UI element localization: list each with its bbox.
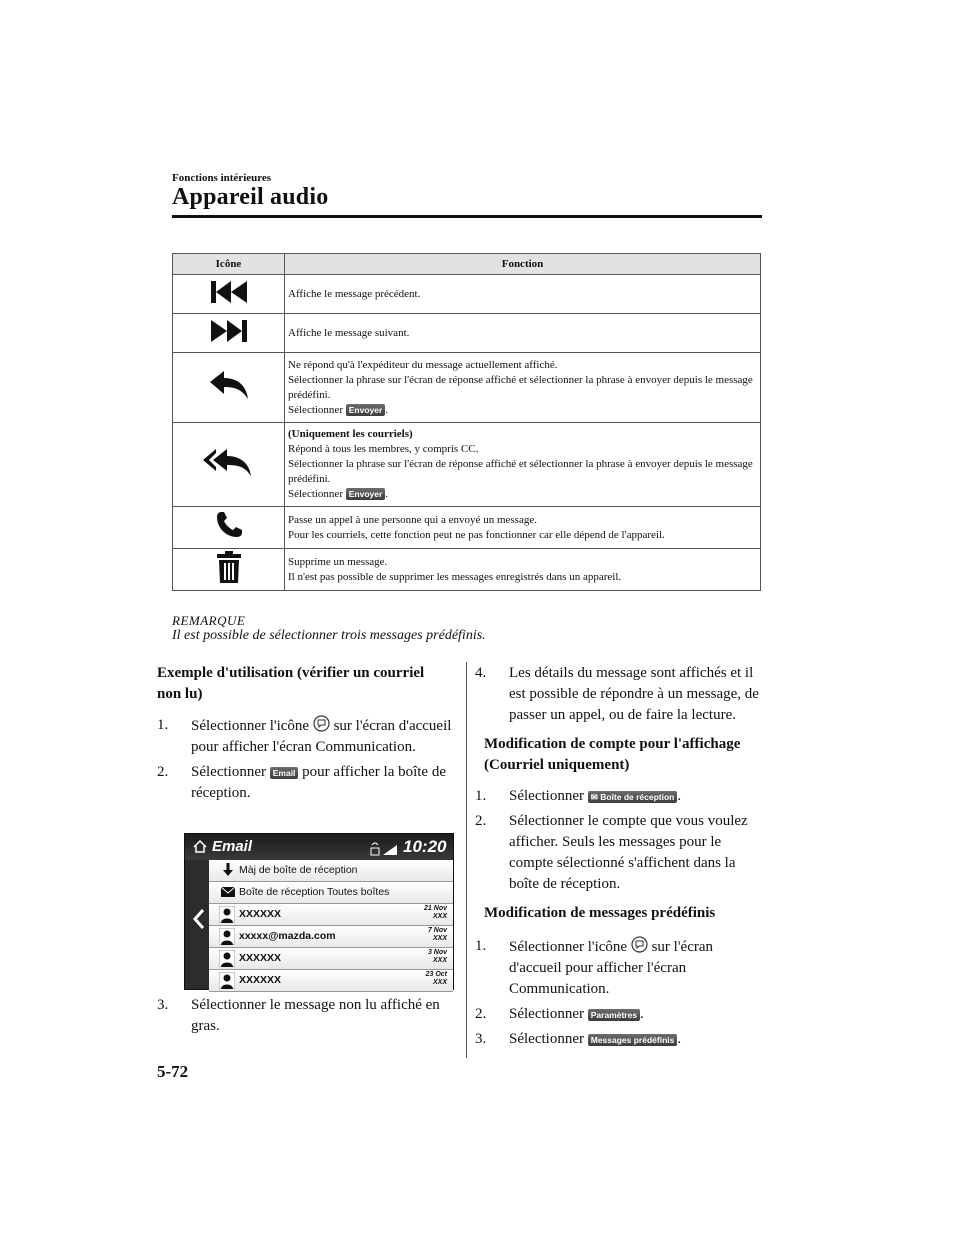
home-icon bbox=[193, 840, 207, 853]
left-column-continued bbox=[157, 995, 457, 1041]
contact-icon bbox=[219, 950, 235, 967]
back-arrow-icon bbox=[193, 908, 205, 930]
send-button-image: Envoyer bbox=[346, 404, 386, 416]
message-row: XXXXXX 3 Nov XXX bbox=[209, 948, 453, 970]
phone-icon bbox=[173, 507, 285, 549]
right-column bbox=[475, 663, 767, 1054]
row-description: Supprime un message. Il n'est pas possible de supprimer les messages enregistrés dans un appareil. bbox=[285, 549, 761, 591]
email-button-image: Email bbox=[270, 767, 299, 779]
list-item: 3. Sélectionner le message non lu affiché en gras. bbox=[157, 997, 440, 1034]
table-row bbox=[173, 353, 761, 423]
table-header-row bbox=[173, 254, 761, 275]
account-heading: Modification de compte pour l'affichage (Courriel uniquement) bbox=[484, 736, 741, 773]
list-item: 1. Sélectionner l'icône sur l'écran d'accueil pour afficher l'écran Communication. bbox=[157, 717, 452, 755]
section-label: Fonctions intérieures bbox=[172, 172, 272, 184]
trash-icon bbox=[173, 549, 285, 591]
reply-all-icon bbox=[173, 423, 285, 507]
message-row: XXXXXX 21 Nov XXX bbox=[209, 904, 453, 926]
row-description: Passe un appel à une personne qui a envoyé un message. Pour les courriels, cette fonction peut ne pas fonctionner car elle dépend de l'appareil. bbox=[285, 507, 761, 549]
function-table bbox=[172, 253, 761, 591]
message-row: xxxxx@mazda.com 7 Nov XXX bbox=[209, 926, 453, 948]
list-item: 1. Sélectionner ✉ Boîte de réception . bbox=[475, 788, 682, 804]
next-icon bbox=[173, 314, 285, 353]
settings-button-image: Paramètres bbox=[588, 1009, 640, 1021]
inbox-button-image: ✉ Boîte de réception bbox=[588, 791, 678, 803]
list-item: 2. Sélectionner Paramètres . bbox=[475, 1006, 644, 1022]
table-row bbox=[173, 507, 761, 549]
contact-icon bbox=[219, 928, 235, 945]
envelope-icon bbox=[221, 887, 235, 897]
column-divider bbox=[466, 662, 467, 1058]
list-item: 3. Sélectionner Messages prédéfinis . bbox=[475, 1031, 682, 1047]
page-number: 5-72 bbox=[157, 1062, 189, 1081]
communication-icon bbox=[631, 936, 648, 953]
update-inbox-row: Màj de boîte de réception bbox=[209, 860, 453, 882]
email-screen-image bbox=[184, 833, 454, 990]
header-icon: Icône bbox=[173, 254, 285, 275]
note-heading: REMARQUE bbox=[172, 613, 246, 628]
title-rule bbox=[172, 215, 762, 218]
left-column bbox=[157, 663, 457, 808]
previous-icon bbox=[173, 275, 285, 314]
preset-messages-button-image: Messages prédéfinis bbox=[588, 1034, 678, 1046]
signal-icon bbox=[369, 840, 399, 856]
note-text: Il est possible de sélectionner trois messages prédéfinis. bbox=[172, 628, 486, 643]
list-item: 1. Sélectionner l'icône sur l'écran d'accueil pour afficher l'écran Communication. bbox=[475, 938, 713, 997]
inbox-row: Boîte de réception Toutes boîtes bbox=[209, 882, 453, 904]
table-row bbox=[173, 549, 761, 591]
screen-topbar bbox=[185, 834, 453, 860]
row-description: Ne répond qu'à l'expéditeur du message actuellement affiché. Sélectionner la phrase sur l'écran de réponse affiché et sélectionner la phrase à envoyer depuis le message prédéfini. Sélectionner Envoyer . bbox=[285, 353, 761, 423]
contact-icon bbox=[219, 906, 235, 923]
table-row bbox=[173, 423, 761, 507]
page-title: Appareil audio bbox=[172, 184, 329, 210]
row-description: (Uniquement les courriels) Répond à tous les membres, y compris CC. Sélectionner la phrase sur l'écran de réponse affiché et sélectionner la phrase à envoyer depuis le message prédéfini. Sélectionner Envoyer . bbox=[285, 423, 761, 507]
list-item: 2. Sélectionner le compte que vous voulez afficher. Seuls les messages pour le compte sélectionné s'affichent dans la boîte de réception. bbox=[475, 813, 748, 892]
message-row: XXXXXX 23 Oct XXX bbox=[209, 970, 453, 992]
list-item: 4. Les détails du message sont affichés et il est possible de répondre à un message, de passer un appel, ou de faire la lecture. bbox=[475, 665, 759, 723]
preset-heading: Modification de messages prédéfinis bbox=[484, 905, 716, 921]
download-icon bbox=[223, 863, 233, 877]
contact-icon bbox=[219, 972, 235, 989]
table-row bbox=[173, 314, 761, 353]
send-button-image: Envoyer bbox=[346, 488, 386, 500]
communication-icon bbox=[313, 715, 330, 732]
usage-steps bbox=[157, 715, 457, 804]
header-function: Fonction bbox=[285, 254, 761, 275]
screen-time: 10:20 bbox=[403, 837, 447, 856]
reply-icon bbox=[173, 353, 285, 423]
screen-title: Email bbox=[212, 838, 253, 855]
row-description: Affiche le message suivant. bbox=[285, 314, 761, 353]
row-description: Affiche le message précédent. bbox=[285, 275, 761, 314]
list-item: 2. Sélectionner Email pour afficher la boîte de réception. bbox=[157, 764, 446, 801]
table-row bbox=[173, 275, 761, 314]
usage-example-heading: Exemple d'utilisation (vérifier un courriel non lu) bbox=[157, 665, 425, 702]
